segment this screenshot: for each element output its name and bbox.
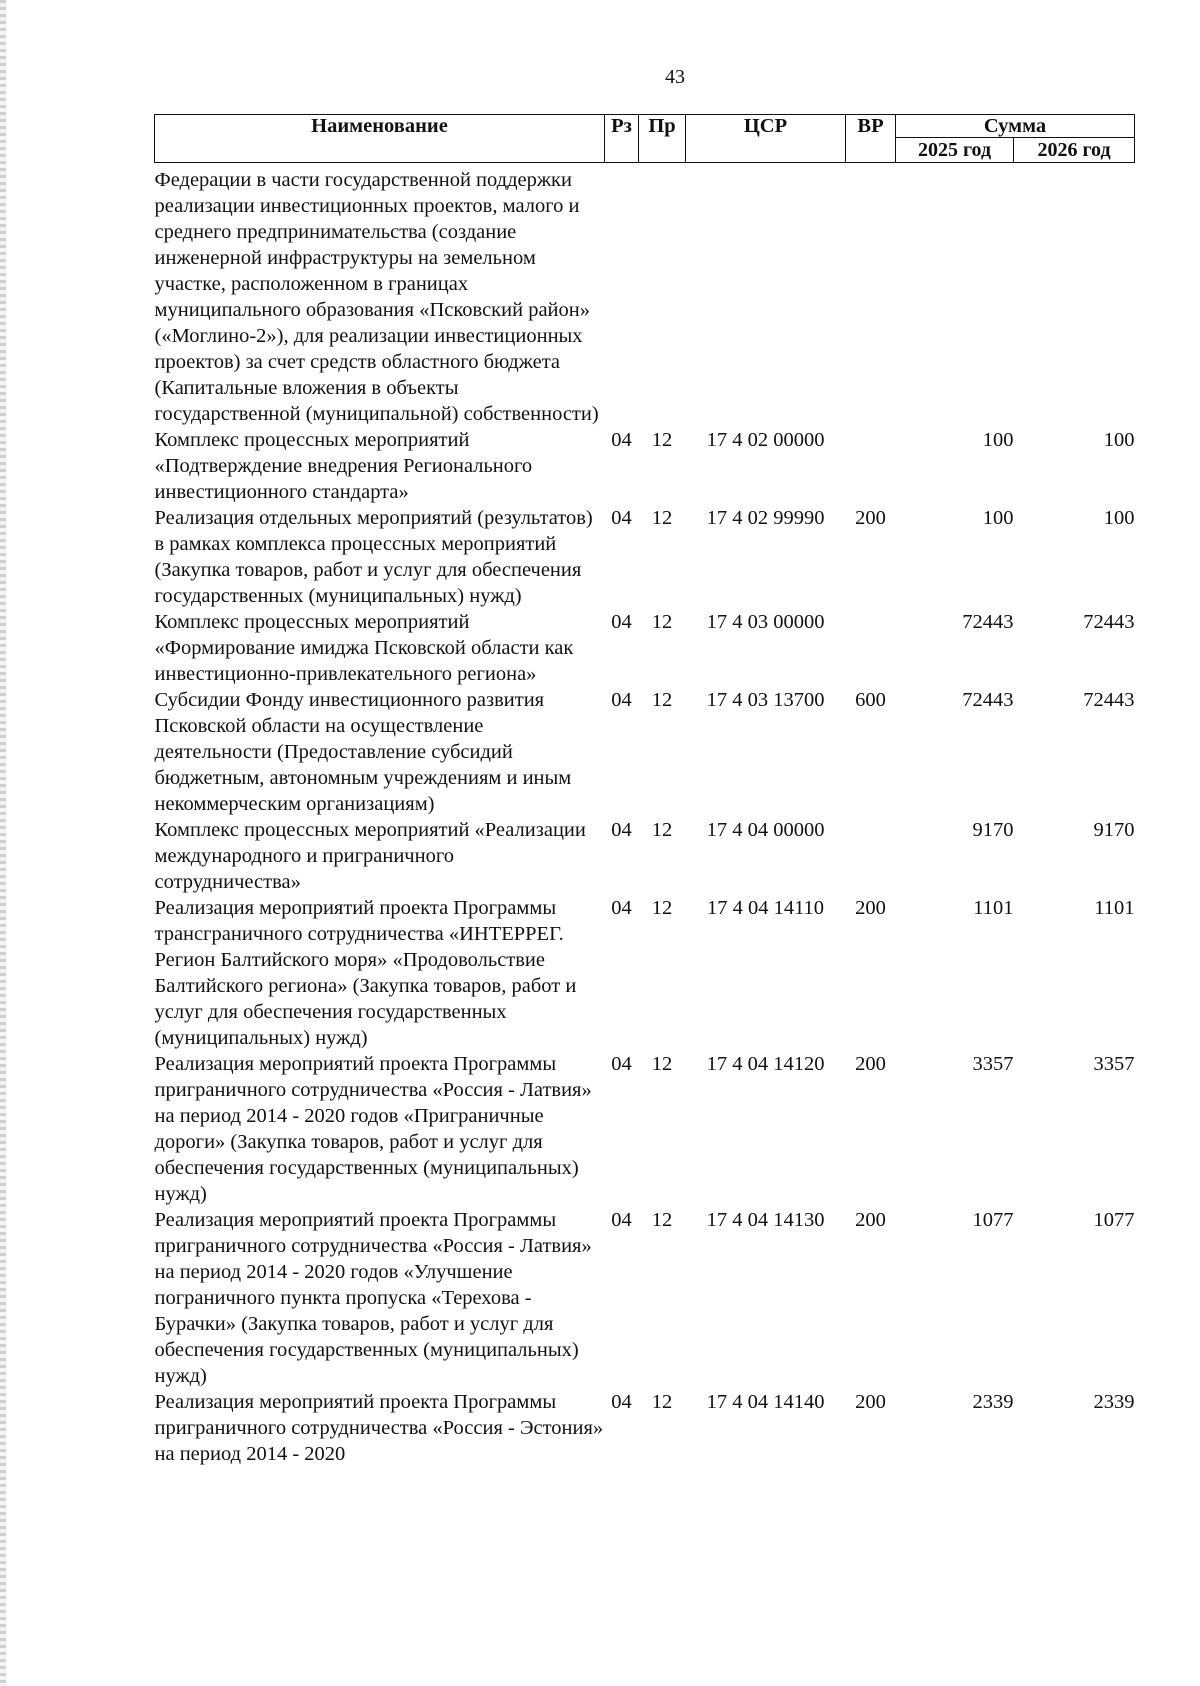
row-sum-2025 — [896, 163, 1014, 428]
row-sum-2025: 2339 — [972, 1391, 1014, 1413]
row-name: Субсидии Фонду инвестиционного развития Псковской области на осуществление деятельности (Предоставление субсидий бюджетным, автономным учреждениям и иным некоммерческим организациям) — [154, 689, 572, 815]
header-rz: Рз — [605, 115, 639, 163]
header-year-2025: 2025 год — [896, 138, 1014, 163]
row-name: Реализация мероприятий проекта Программы приграничного сотрудничества «Россия - Латвия» на период 2014 - 2020 годов «Улучшение пограничного пункта пропуска «Терехова - Бурачки» (Закупка товаров, работ и услуг для обеспечения государственных (муниципальных) нужд) — [154, 1209, 592, 1387]
header-vr: ВР — [846, 115, 896, 163]
row-vr: 200 — [855, 1053, 886, 1075]
row-pr: 12 — [651, 1209, 673, 1231]
row-csr: 17 4 04 14110 — [706, 897, 825, 919]
row-csr: 17 4 03 13700 — [706, 689, 825, 711]
row-sum-2026: 72443 — [1083, 611, 1135, 633]
row-name: Реализация мероприятий проекта Программы приграничного сотрудничества «Россия - Латвия» на период 2014 - 2020 годов «Приграничные дороги» (Закупка товаров, работ и услуг для обеспечения государственных (муниципальных) нужд) — [154, 1053, 592, 1205]
row-sum-2025: 1101 — [973, 897, 1014, 919]
row-csr: 17 4 04 00000 — [706, 819, 825, 841]
row-csr: 17 4 04 14140 — [706, 1391, 825, 1413]
header-csr: ЦСР — [686, 115, 846, 163]
row-name: Реализация мероприятий проекта Программы приграничного сотрудничества «Россия - Эстония» на период 2014 - 2020 — [154, 1391, 604, 1465]
row-vr: 200 — [855, 1209, 886, 1231]
row-sum-2025: 9170 — [972, 819, 1014, 841]
row-sum-2026: 9170 — [1093, 819, 1135, 841]
table-row — [155, 1389, 1135, 1467]
row-rz: 04 — [611, 1053, 632, 1075]
header-year-2026: 2026 год — [1014, 138, 1135, 163]
row-pr: 12 — [651, 819, 673, 841]
row-sum-2026 — [1014, 163, 1135, 428]
row-vr — [846, 817, 896, 895]
row-vr: 200 — [855, 507, 886, 529]
row-pr: 12 — [651, 689, 673, 711]
row-name: Федерации в части государственной поддержки реализации инвестиционных проектов, малого и среднего предпринимательства (создание инженерной инфраструктуры на земельном участке, расположенном в границах муниципального образования «Псковский район» («Моглино-2»), для реализации инвестиционных проектов) за счет средств областного бюджета (Капитальные вложения в объекты государственной (муниципальной) собственности) — [154, 169, 599, 425]
row-sum-2026: 2339 — [1093, 1391, 1135, 1413]
table-row — [155, 505, 1135, 609]
row-rz: 04 — [611, 611, 632, 633]
row-name: Реализация мероприятий проекта Программы трансграничного сотрудничества «ИНТЕРРЕГ. Регион Балтийского моря» «Продовольствие Балтийского региона» (Закупка товаров, работ и услуг для обеспечения государственных (муниципальных) нужд) — [154, 897, 577, 1049]
table-body — [155, 163, 1135, 1468]
row-rz: 04 — [611, 1391, 632, 1413]
table-row — [155, 895, 1135, 1051]
row-sum-2025: 1077 — [972, 1209, 1014, 1231]
page-number: 43 — [665, 66, 685, 88]
row-rz: 04 — [611, 689, 632, 711]
row-pr: 12 — [651, 1053, 673, 1075]
row-rz — [605, 163, 639, 428]
row-pr — [639, 163, 686, 428]
row-vr — [846, 163, 896, 428]
row-csr: 17 4 04 14130 — [706, 1209, 825, 1231]
row-rz: 04 — [611, 429, 632, 451]
scan-edge-artifact — [0, 0, 6, 1686]
row-rz: 04 — [611, 897, 632, 919]
table-row — [155, 609, 1135, 687]
table-row — [155, 817, 1135, 895]
row-sum-2026: 3357 — [1093, 1053, 1135, 1075]
row-vr — [846, 609, 896, 687]
row-name: Реализация отдельных мероприятий (результатов) в рамках комплекса процессных мероприятий (Закупка товаров, работ и услуг для обеспечения государственных (муниципальных) нужд) — [154, 507, 593, 607]
row-rz: 04 — [611, 507, 632, 529]
row-vr: 600 — [855, 689, 886, 711]
table-row — [155, 687, 1135, 817]
row-sum-2025: 3357 — [972, 1053, 1014, 1075]
header-sum: Сумма — [896, 115, 1135, 138]
row-sum-2025: 100 — [982, 429, 1014, 451]
row-rz: 04 — [611, 819, 632, 841]
row-sum-2026: 100 — [1103, 507, 1135, 529]
row-rz: 04 — [611, 1209, 632, 1231]
header-name: Наименование — [155, 115, 605, 163]
row-csr: 17 4 02 99990 — [706, 507, 825, 529]
row-pr: 12 — [651, 611, 673, 633]
row-name: Комплекс процессных мероприятий «Реализации международного и приграничного сотрудничества» — [154, 819, 586, 893]
row-sum-2026: 72443 — [1083, 689, 1135, 711]
row-vr: 200 — [855, 1391, 886, 1413]
row-sum-2025: 72443 — [962, 611, 1014, 633]
table-row — [155, 1051, 1135, 1207]
row-name: Комплекс процессных мероприятий «Подтверждение внедрения Регионального инвестиционного стандарта» — [154, 429, 533, 503]
budget-table — [154, 114, 1135, 1467]
row-pr: 12 — [651, 897, 673, 919]
table-header — [155, 115, 1135, 163]
row-sum-2026: 1077 — [1093, 1209, 1135, 1231]
table-row — [155, 163, 1135, 428]
row-sum-2025: 100 — [982, 507, 1014, 529]
row-csr: 17 4 04 14120 — [706, 1053, 825, 1075]
row-csr — [686, 163, 846, 428]
row-name: Комплекс процессных мероприятий «Формирование имиджа Псковской области как инвестиционно-привлекательного региона» — [154, 611, 574, 685]
row-pr: 12 — [651, 1391, 673, 1413]
row-csr: 17 4 02 00000 — [706, 429, 825, 451]
row-sum-2026: 1101 — [1094, 897, 1135, 919]
row-vr — [846, 427, 896, 505]
row-sum-2026: 100 — [1103, 429, 1135, 451]
row-csr: 17 4 03 00000 — [706, 611, 825, 633]
row-pr: 12 — [651, 507, 673, 529]
table-row — [155, 1207, 1135, 1389]
row-sum-2025: 72443 — [962, 689, 1014, 711]
row-pr: 12 — [651, 429, 673, 451]
row-vr: 200 — [855, 897, 886, 919]
header-pr: Пр — [639, 115, 686, 163]
table-row — [155, 427, 1135, 505]
